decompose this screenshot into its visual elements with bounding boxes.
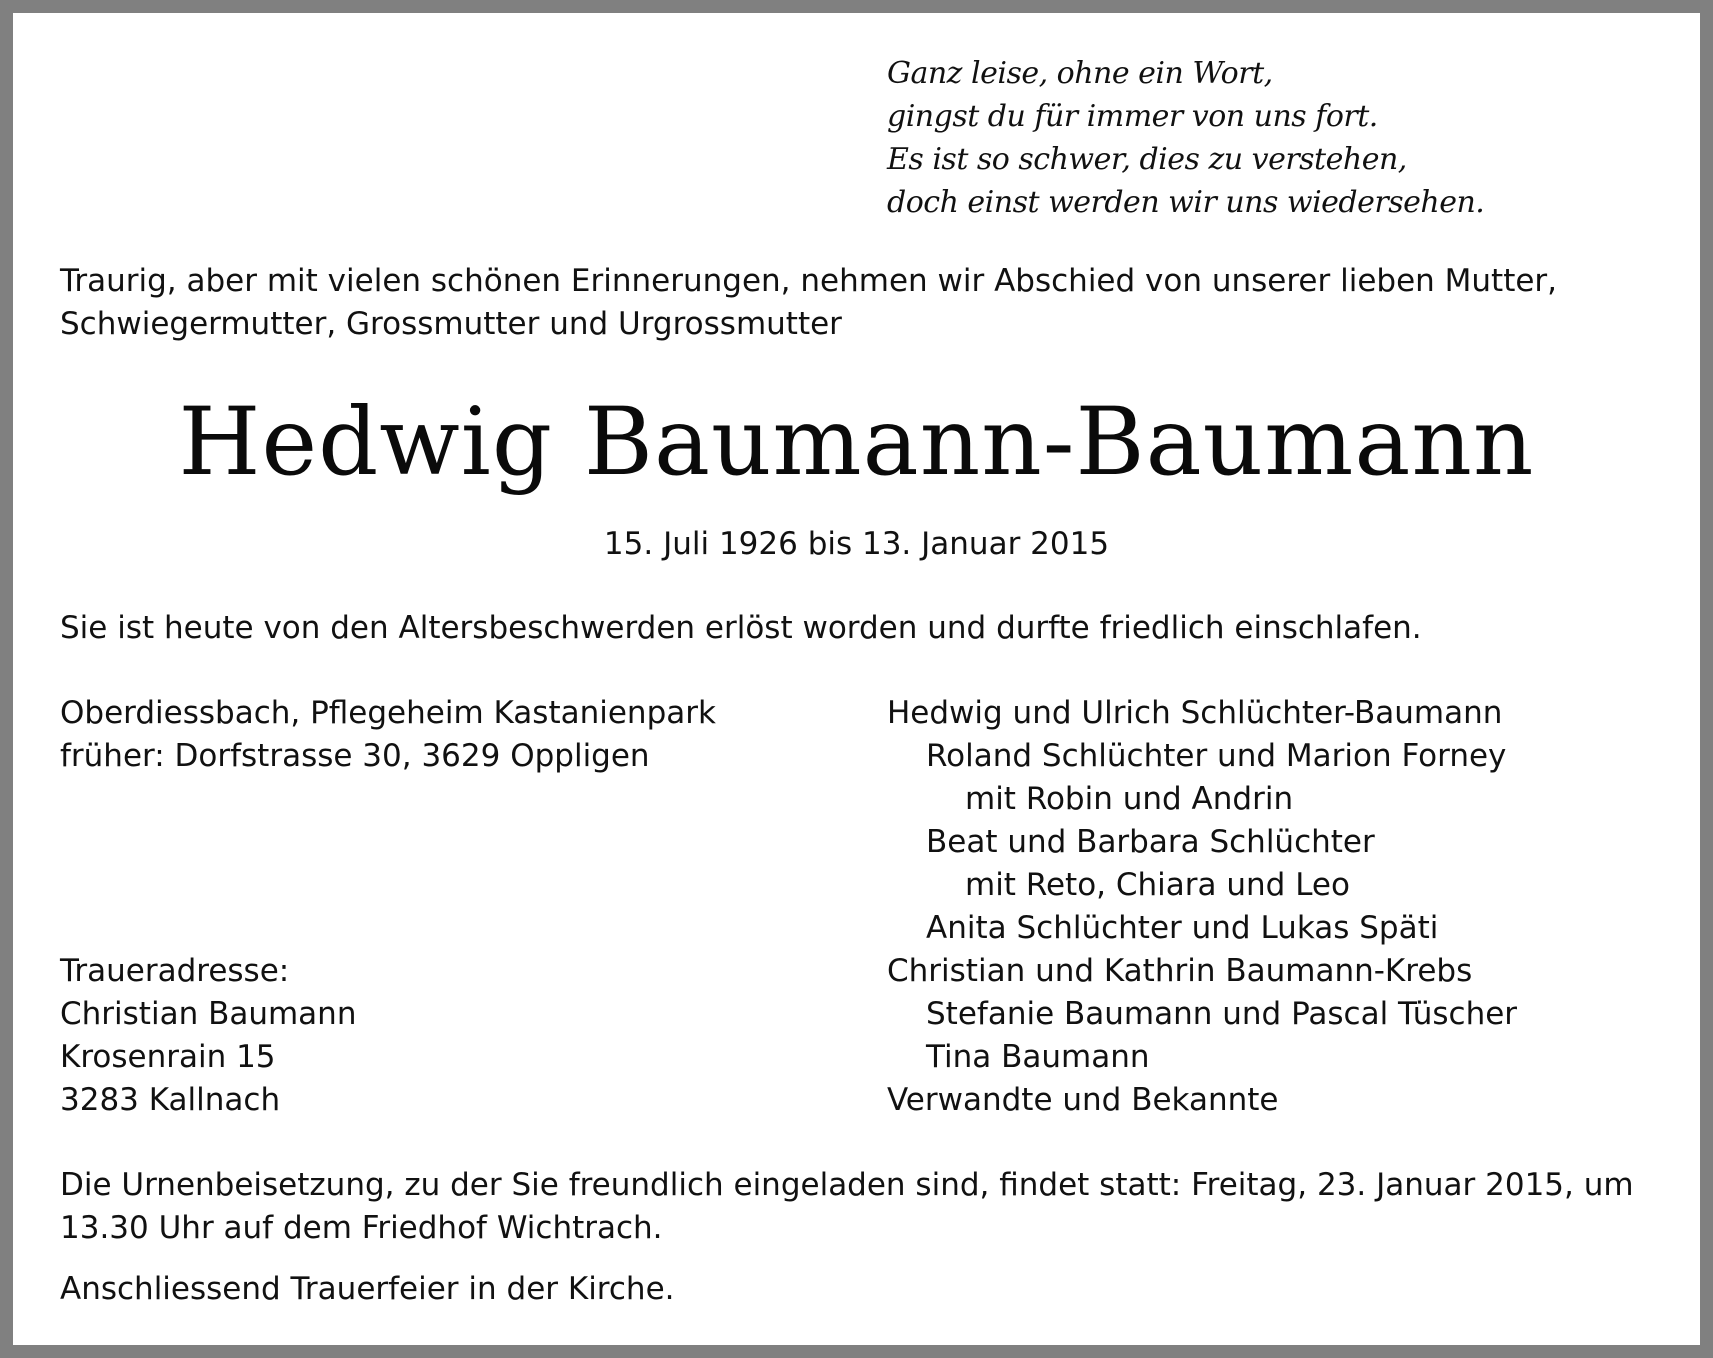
poem-line: gingst du für immer von uns fort.: [887, 99, 1378, 134]
poem-line: Es ist so schwer, dies zu verstehen,: [887, 142, 1407, 177]
address-heading: Traueradresse:: [60, 953, 290, 989]
poem-line: doch einst werden wir uns wiedersehen.: [887, 185, 1485, 220]
intro-line: Traurig, aber mit vielen schönen Erinnerungen, nehmen wir Abschied von unserer lieben Mutter,: [60, 263, 1558, 299]
family-member: Christian und Kathrin Baumann-Krebs: [887, 953, 1473, 989]
family-member: mit Robin und Andrin: [965, 781, 1294, 817]
life-dates: 15. Juli 1926 bis 13. Januar 2015: [603, 526, 1110, 562]
address-street: Krosenrain 15: [60, 1039, 276, 1075]
address-city: 3283 Kallnach: [60, 1082, 281, 1118]
funeral-line: Die Urnenbeisetzung, zu der Sie freundlich eingeladen sind, findet statt: Freitag, 23. Januar 2015, um: [60, 1167, 1634, 1203]
family-member: Roland Schlüchter und Marion Forney: [926, 738, 1507, 774]
poem-line: Ganz leise, ohne ein Wort,: [887, 56, 1273, 91]
deceased-name: Hedwig Baumann-Baumann: [178, 388, 1535, 497]
location-line: früher: Dorfstrasse 30, 3629 Oppligen: [60, 738, 650, 774]
family-member: Beat und Barbara Schlüchter: [926, 824, 1375, 860]
family-member: Anita Schlüchter und Lukas Späti: [926, 910, 1439, 946]
obituary-notice: [13, 13, 1700, 1345]
family-member: Tina Baumann: [926, 1039, 1150, 1075]
intro-line: Schwiegermutter, Grossmutter und Urgrossmutter: [60, 306, 842, 342]
address-name: Christian Baumann: [60, 996, 357, 1032]
family-member: Stefanie Baumann und Pascal Tüscher: [926, 996, 1518, 1032]
funeral-ceremony: Anschliessend Trauerfeier in der Kirche.: [60, 1271, 675, 1307]
funeral-line: 13.30 Uhr auf dem Friedhof Wichtrach.: [60, 1210, 663, 1246]
location-line: Oberdiessbach, Pflegeheim Kastanienpark: [60, 695, 716, 731]
statement: Sie ist heute von den Altersbeschwerden erlöst worden und durfte friedlich einschlafen.: [60, 610, 1422, 646]
family-member: Hedwig und Ulrich Schlüchter-Baumann: [887, 695, 1503, 731]
family-member: Verwandte und Bekannte: [887, 1082, 1279, 1118]
family-member: mit Reto, Chiara und Leo: [965, 867, 1350, 903]
